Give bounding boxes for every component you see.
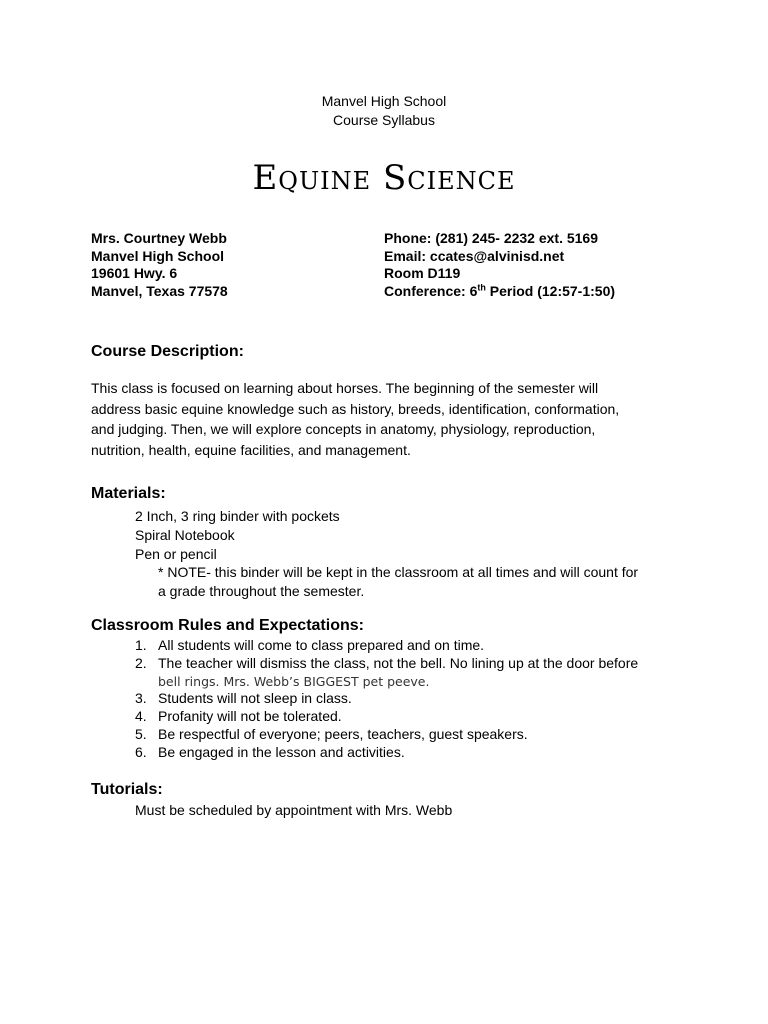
- item-text: Students will not sleep in class.: [158, 690, 352, 707]
- item-text: Be engaged in the lesson and activities.: [158, 743, 405, 760]
- materials-list: [135, 507, 340, 564]
- teacher-name: Mrs. Courtney Webb: [91, 230, 227, 246]
- address-street: 19601 Hwy. 6: [91, 265, 178, 282]
- tutorials-heading: Tutorials:: [91, 781, 163, 798]
- description-line: This class is focused on learning about horses. The beginning of the semester will: [91, 380, 599, 396]
- email-line: Email: ccates@alvinisd.net: [384, 247, 565, 264]
- note-line: a grade throughout the semester.: [158, 582, 365, 599]
- teacher-details-block: [384, 230, 615, 300]
- room-line: Room D119: [384, 265, 461, 282]
- list-item: [135, 655, 695, 673]
- rules-list: [135, 637, 695, 762]
- school-line: Manvel High School: [91, 247, 225, 264]
- materials-note: [135, 563, 695, 600]
- school-name: Manvel High School: [321, 93, 447, 109]
- conference-line: [384, 283, 615, 301]
- course-description-text: [91, 378, 681, 461]
- item-number: 2.: [135, 654, 147, 671]
- list-item: [135, 744, 695, 762]
- tutorials-text: Must be scheduled by appointment with Mrs. Webb: [135, 802, 453, 818]
- document-type: Course Syllabus: [333, 112, 435, 128]
- phone-line: Phone: (281) 245- 2232 ext. 5169: [384, 230, 599, 246]
- conference-suffix: Period (12:57-1:50): [485, 282, 616, 299]
- list-item: Spiral Notebook: [135, 527, 235, 543]
- list-item: [135, 690, 695, 708]
- rules-heading: Classroom Rules and Expectations:: [91, 617, 364, 634]
- materials-heading: Materials:: [91, 485, 166, 502]
- item-text: The teacher will dismiss the class, not the bell. No lining up at the door before: [158, 654, 639, 671]
- list-item: 2 Inch, 3 ring binder with pockets: [135, 508, 340, 524]
- course-title: Equine Science: [252, 158, 516, 198]
- description-line: nutrition, health, equine facilities, and management.: [91, 442, 411, 459]
- item-continuation: bell rings. Mrs. Webb’s BIGGEST pet peeve.: [158, 673, 430, 689]
- conference-superscript: th: [477, 282, 486, 293]
- item-text: All students will come to class prepared and on time.: [158, 637, 485, 653]
- teacher-contact-block: [91, 230, 228, 300]
- item-text: Profanity will not be tolerated.: [158, 708, 342, 725]
- list-item: [135, 637, 695, 655]
- item-number: 5.: [135, 725, 147, 742]
- note-line: * NOTE- this binder will be kept in the classroom at all times and will count for: [158, 564, 639, 580]
- document-header: [0, 92, 768, 130]
- list-item: Pen or pencil: [135, 546, 217, 562]
- item-number: 3.: [135, 690, 147, 707]
- item-number: 4.: [135, 708, 147, 725]
- list-item: [135, 726, 695, 744]
- item-number: 6.: [135, 743, 147, 760]
- course-description-heading: Course Description:: [91, 343, 244, 360]
- conference-prefix: Conference: 6: [384, 282, 478, 299]
- description-line: address basic equine knowledge such as history, breeds, identification, conformation,: [91, 400, 620, 417]
- address-city: Manvel, Texas 77578: [91, 282, 228, 299]
- description-line: and judging. Then, we will explore concepts in anatomy, physiology, reproduction,: [91, 421, 596, 438]
- item-text: Be respectful of everyone; peers, teachers, guest speakers.: [158, 725, 528, 742]
- list-item: [135, 708, 695, 726]
- item-number: 1.: [135, 637, 147, 653]
